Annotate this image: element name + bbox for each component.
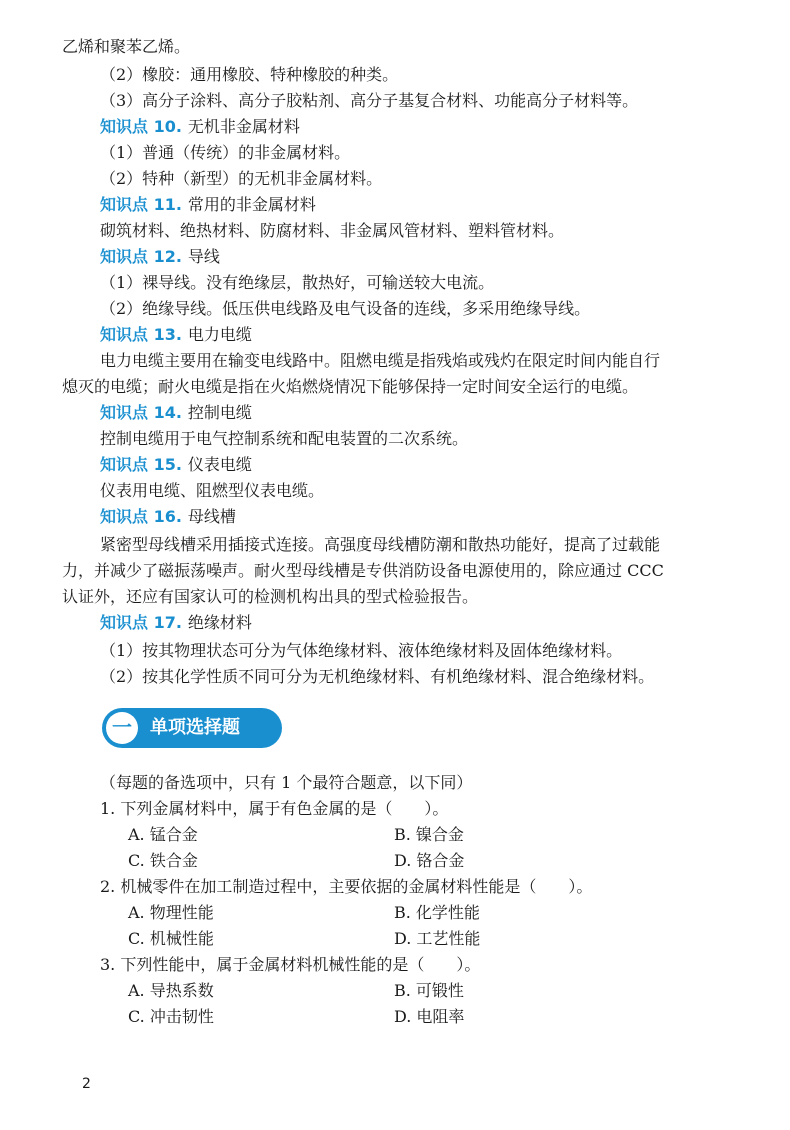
answer-option: C. 冲击韧性 — [128, 1007, 214, 1026]
knowledge-point-heading — [100, 246, 220, 268]
knowledge-point-label: 知识点 10. — [100, 117, 182, 136]
knowledge-point-label: 知识点 16. — [100, 507, 182, 526]
knowledge-point-title: 控制电缆 — [187, 403, 252, 422]
section-number: 一 — [112, 715, 132, 739]
paragraph-line: 砌筑材料、绝热材料、防腐材料、非金属风管材料、塑料管材料。 — [100, 221, 565, 240]
answer-option: B. 化学性能 — [394, 903, 480, 922]
paragraph-line: 认证外，还应有国家认可的检测机构出具的型式检验报告。 — [62, 587, 479, 606]
paragraph-line: 仪表用电缆、阻燃型仪表电缆。 — [100, 481, 325, 500]
knowledge-point-heading — [100, 612, 252, 634]
paragraph-line: （3）高分子涂料、高分子胶粘剂、高分子基复合材料、功能高分子材料等。 — [100, 91, 639, 110]
knowledge-point-title: 绝缘材料 — [187, 613, 252, 632]
answer-option: C. 机械性能 — [128, 929, 214, 948]
section-badge — [102, 708, 282, 748]
answer-option: D. 工艺性能 — [394, 929, 481, 948]
knowledge-point-label: 知识点 12. — [100, 247, 182, 266]
question-stem: 1. 下列金属材料中，属于有色金属的是（ ）。 — [100, 799, 449, 818]
paragraph-line: （2）特种（新型）的无机非金属材料。 — [100, 169, 383, 188]
paragraph-line: 熄灭的电缆；耐火电缆是指在火焰燃烧情况下能够保持一定时间安全运行的电缆。 — [62, 377, 639, 396]
instruction-text: （每题的备选项中，只有 1 个最符合题意，以下同） — [100, 773, 473, 792]
knowledge-point-heading — [100, 506, 236, 528]
paragraph-line: （2）按其化学性质不同可分为无机绝缘材料、有机绝缘材料、混合绝缘材料。 — [100, 667, 655, 686]
answer-option: D. 铬合金 — [394, 851, 465, 870]
paragraph-line: （2）橡胶：通用橡胶、特种橡胶的种类。 — [100, 65, 399, 84]
knowledge-point-title: 无机非金属材料 — [187, 117, 300, 136]
answer-option: A. 锰合金 — [128, 825, 198, 844]
section-title: 单项选择题 — [150, 717, 240, 738]
paragraph-line: （2）绝缘导线。低压供电线路及电气设备的连线，多采用绝缘导线。 — [100, 299, 591, 318]
paragraph-line: 电力电缆主要用在输变电线路中。阻燃电缆是指残焰或残灼在限定时间内能自行 — [100, 351, 661, 370]
knowledge-point-label: 知识点 13. — [100, 325, 182, 344]
knowledge-point-title: 仪表电缆 — [187, 455, 252, 474]
knowledge-point-label: 知识点 15. — [100, 455, 182, 474]
knowledge-point-label: 知识点 17. — [100, 613, 182, 632]
knowledge-point-heading — [100, 116, 300, 138]
answer-option: D. 电阻率 — [394, 1007, 465, 1026]
answer-option: C. 铁合金 — [128, 851, 198, 870]
answer-option: A. 导热系数 — [128, 981, 214, 1000]
knowledge-point-title: 电力电缆 — [187, 325, 252, 344]
paragraph-line: （1）按其物理状态可分为气体绝缘材料、液体绝缘材料及固体绝缘材料。 — [100, 641, 623, 660]
answer-option: A. 物理性能 — [128, 903, 214, 922]
question-stem: 2. 机械零件在加工制造过程中，主要依据的金属材料性能是（ ）。 — [100, 877, 593, 896]
knowledge-point-label: 知识点 11. — [100, 195, 182, 214]
knowledge-point-heading — [100, 324, 252, 346]
knowledge-point-title: 母线槽 — [187, 507, 236, 526]
answer-option: B. 镍合金 — [394, 825, 464, 844]
answer-option: B. 可锻性 — [394, 981, 464, 1000]
question-stem: 3. 下列性能中，属于金属材料机械性能的是（ ）。 — [100, 955, 481, 974]
paragraph-line: 控制电缆用于电气控制系统和配电装置的二次系统。 — [100, 429, 469, 448]
knowledge-point-heading — [100, 402, 252, 424]
paragraph-line: 乙烯和聚苯乙烯。 — [62, 37, 191, 56]
paragraph-line: 紧密型母线槽采用插接式连接。高强度母线槽防潮和散热功能好，提高了过载能 — [100, 535, 661, 554]
paragraph-line: （1）裸导线。没有绝缘层，散热好，可输送较大电流。 — [100, 273, 495, 292]
paragraph-line: 力，并减少了磁振荡噪声。耐火型母线槽是专供消防设备电源使用的，除应通过 CCC — [62, 561, 664, 580]
knowledge-point-title: 导线 — [187, 247, 220, 266]
section-number-circle — [106, 712, 138, 744]
knowledge-point-title: 常用的非金属材料 — [187, 195, 316, 214]
page-number: 2 — [82, 1076, 91, 1092]
knowledge-point-heading — [100, 454, 252, 476]
knowledge-point-heading — [100, 194, 316, 216]
knowledge-point-label: 知识点 14. — [100, 403, 182, 422]
paragraph-line: （1）普通（传统）的非金属材料。 — [100, 143, 351, 162]
